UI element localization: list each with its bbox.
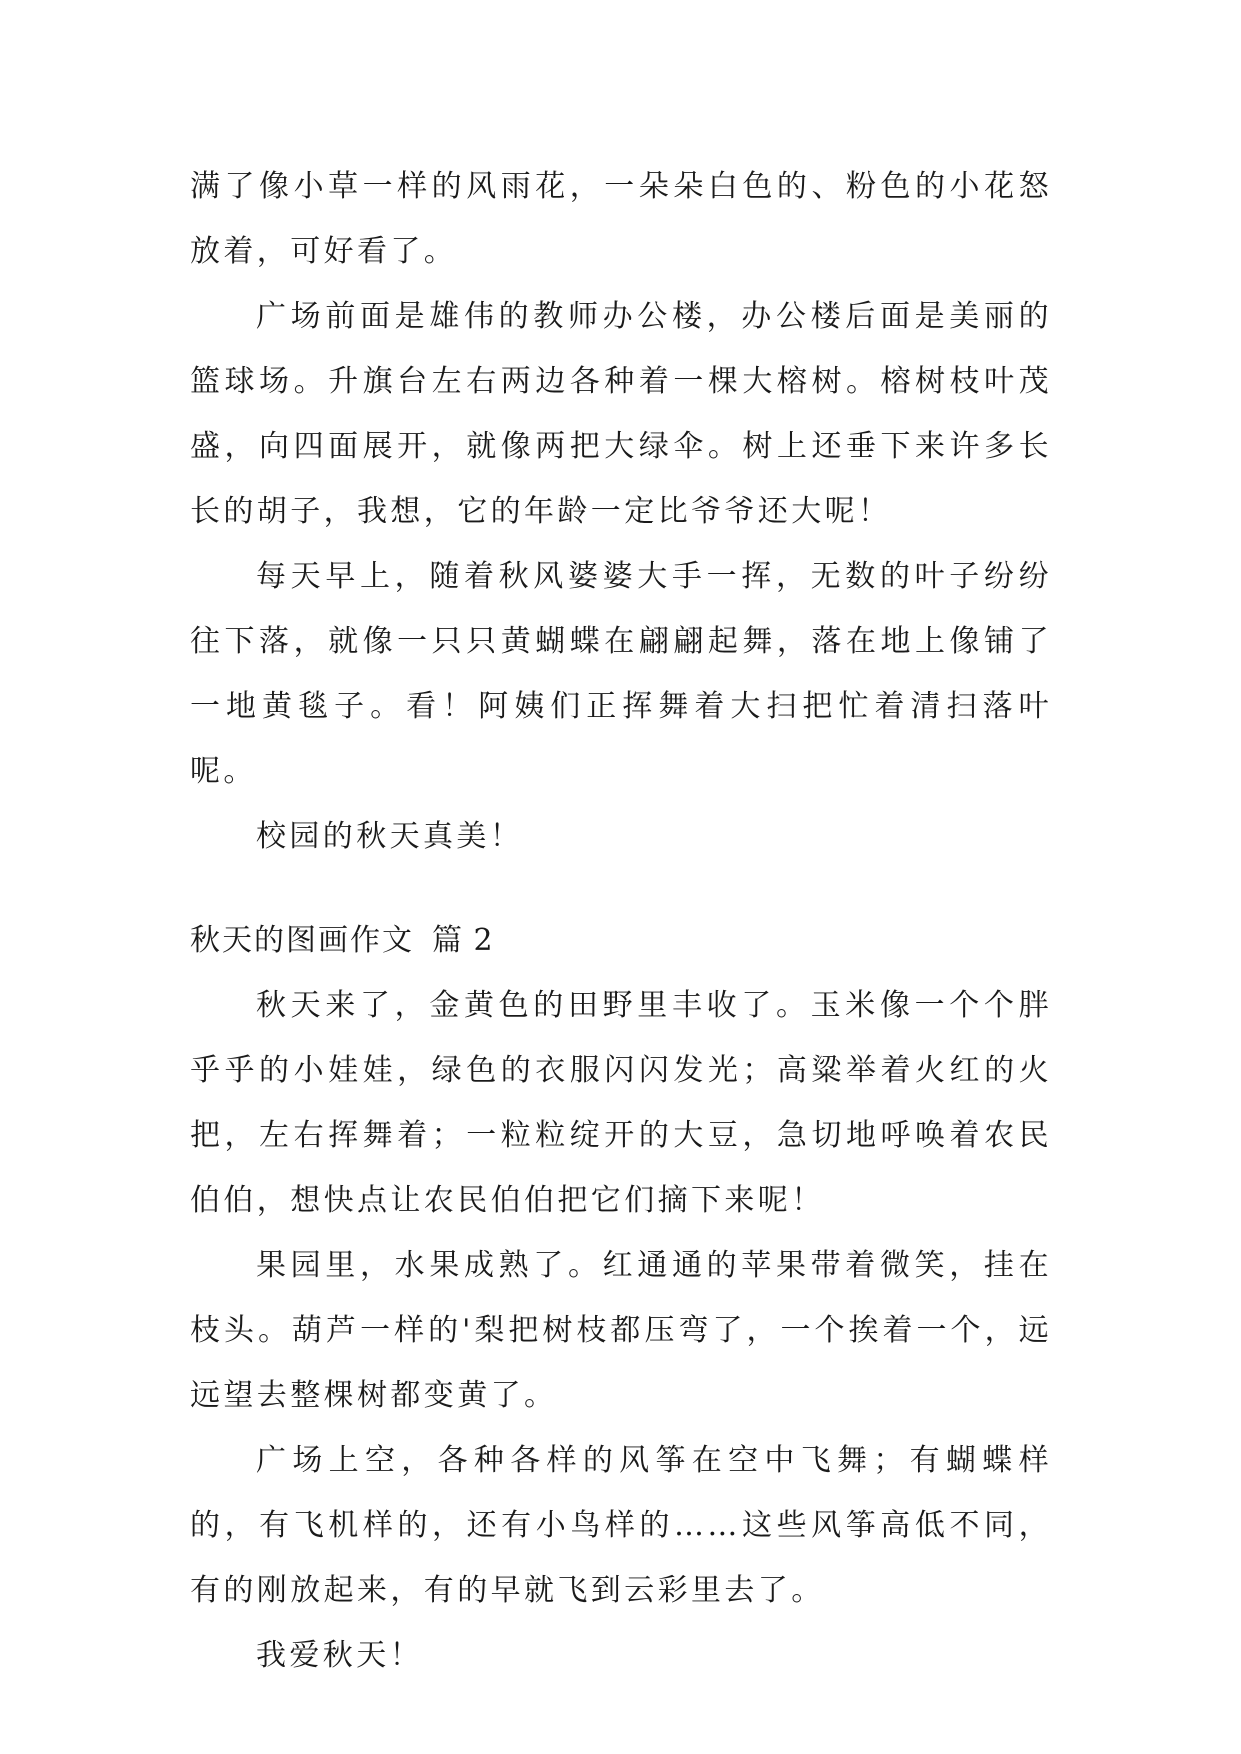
paragraph: 每天早上，随着秋风婆婆大手一挥，无数的叶子纷纷往下落，就像一只只黄蝴蝶在翩翩起舞，落在地上像铺了一地黄毯子。看！阿姨们正挥舞着大扫把忙着清扫落叶呢。 — [190, 559, 1052, 789]
section-heading-part: 篇 2 — [432, 923, 494, 958]
paragraph: 校园的秋天真美！ — [256, 819, 524, 854]
section-heading — [190, 908, 1052, 973]
section-heading-title: 秋天的图画作文 — [190, 923, 414, 958]
paragraph: 广场前面是雄伟的教师办公楼，办公楼后面是美丽的篮球场。升旗台左右两边各种着一棵大榕树。榕树枝叶茂盛，向四面展开，就像两把大绿伞。树上还垂下来许多长长的胡子，我想，它的年龄一定比爷爷还大呢！ — [190, 299, 1052, 529]
paragraph: 我爱秋天！ — [256, 1638, 423, 1673]
paragraph-continued: 满了像小草一样的风雨花，一朵朵白色的、粉色的小花怒放着，可好看了。 — [190, 169, 1052, 269]
paragraph: 广场上空，各种各样的风筝在空中飞舞；有蝴蝶样的，有飞机样的，还有小鸟样的……这些风筝高低不同，有的刚放起来，有的早就飞到云彩里去了。 — [190, 1443, 1052, 1608]
paragraph: 秋天来了，金黄色的田野里丰收了。玉米像一个个胖乎乎的小娃娃，绿色的衣服闪闪发光；高粱举着火红的火把，左右挥舞着；一粒粒绽开的大豆，急切地呼唤着农民伯伯，想快点让农民伯伯把它们摘下来呢！ — [190, 988, 1052, 1218]
document-body — [190, 154, 1052, 1688]
paragraph: 果园里，水果成熟了。红通通的苹果带着微笑，挂在枝头。葫芦一样的'梨把树枝都压弯了，一个挨着一个，远远望去整棵树都变黄了。 — [190, 1248, 1052, 1413]
